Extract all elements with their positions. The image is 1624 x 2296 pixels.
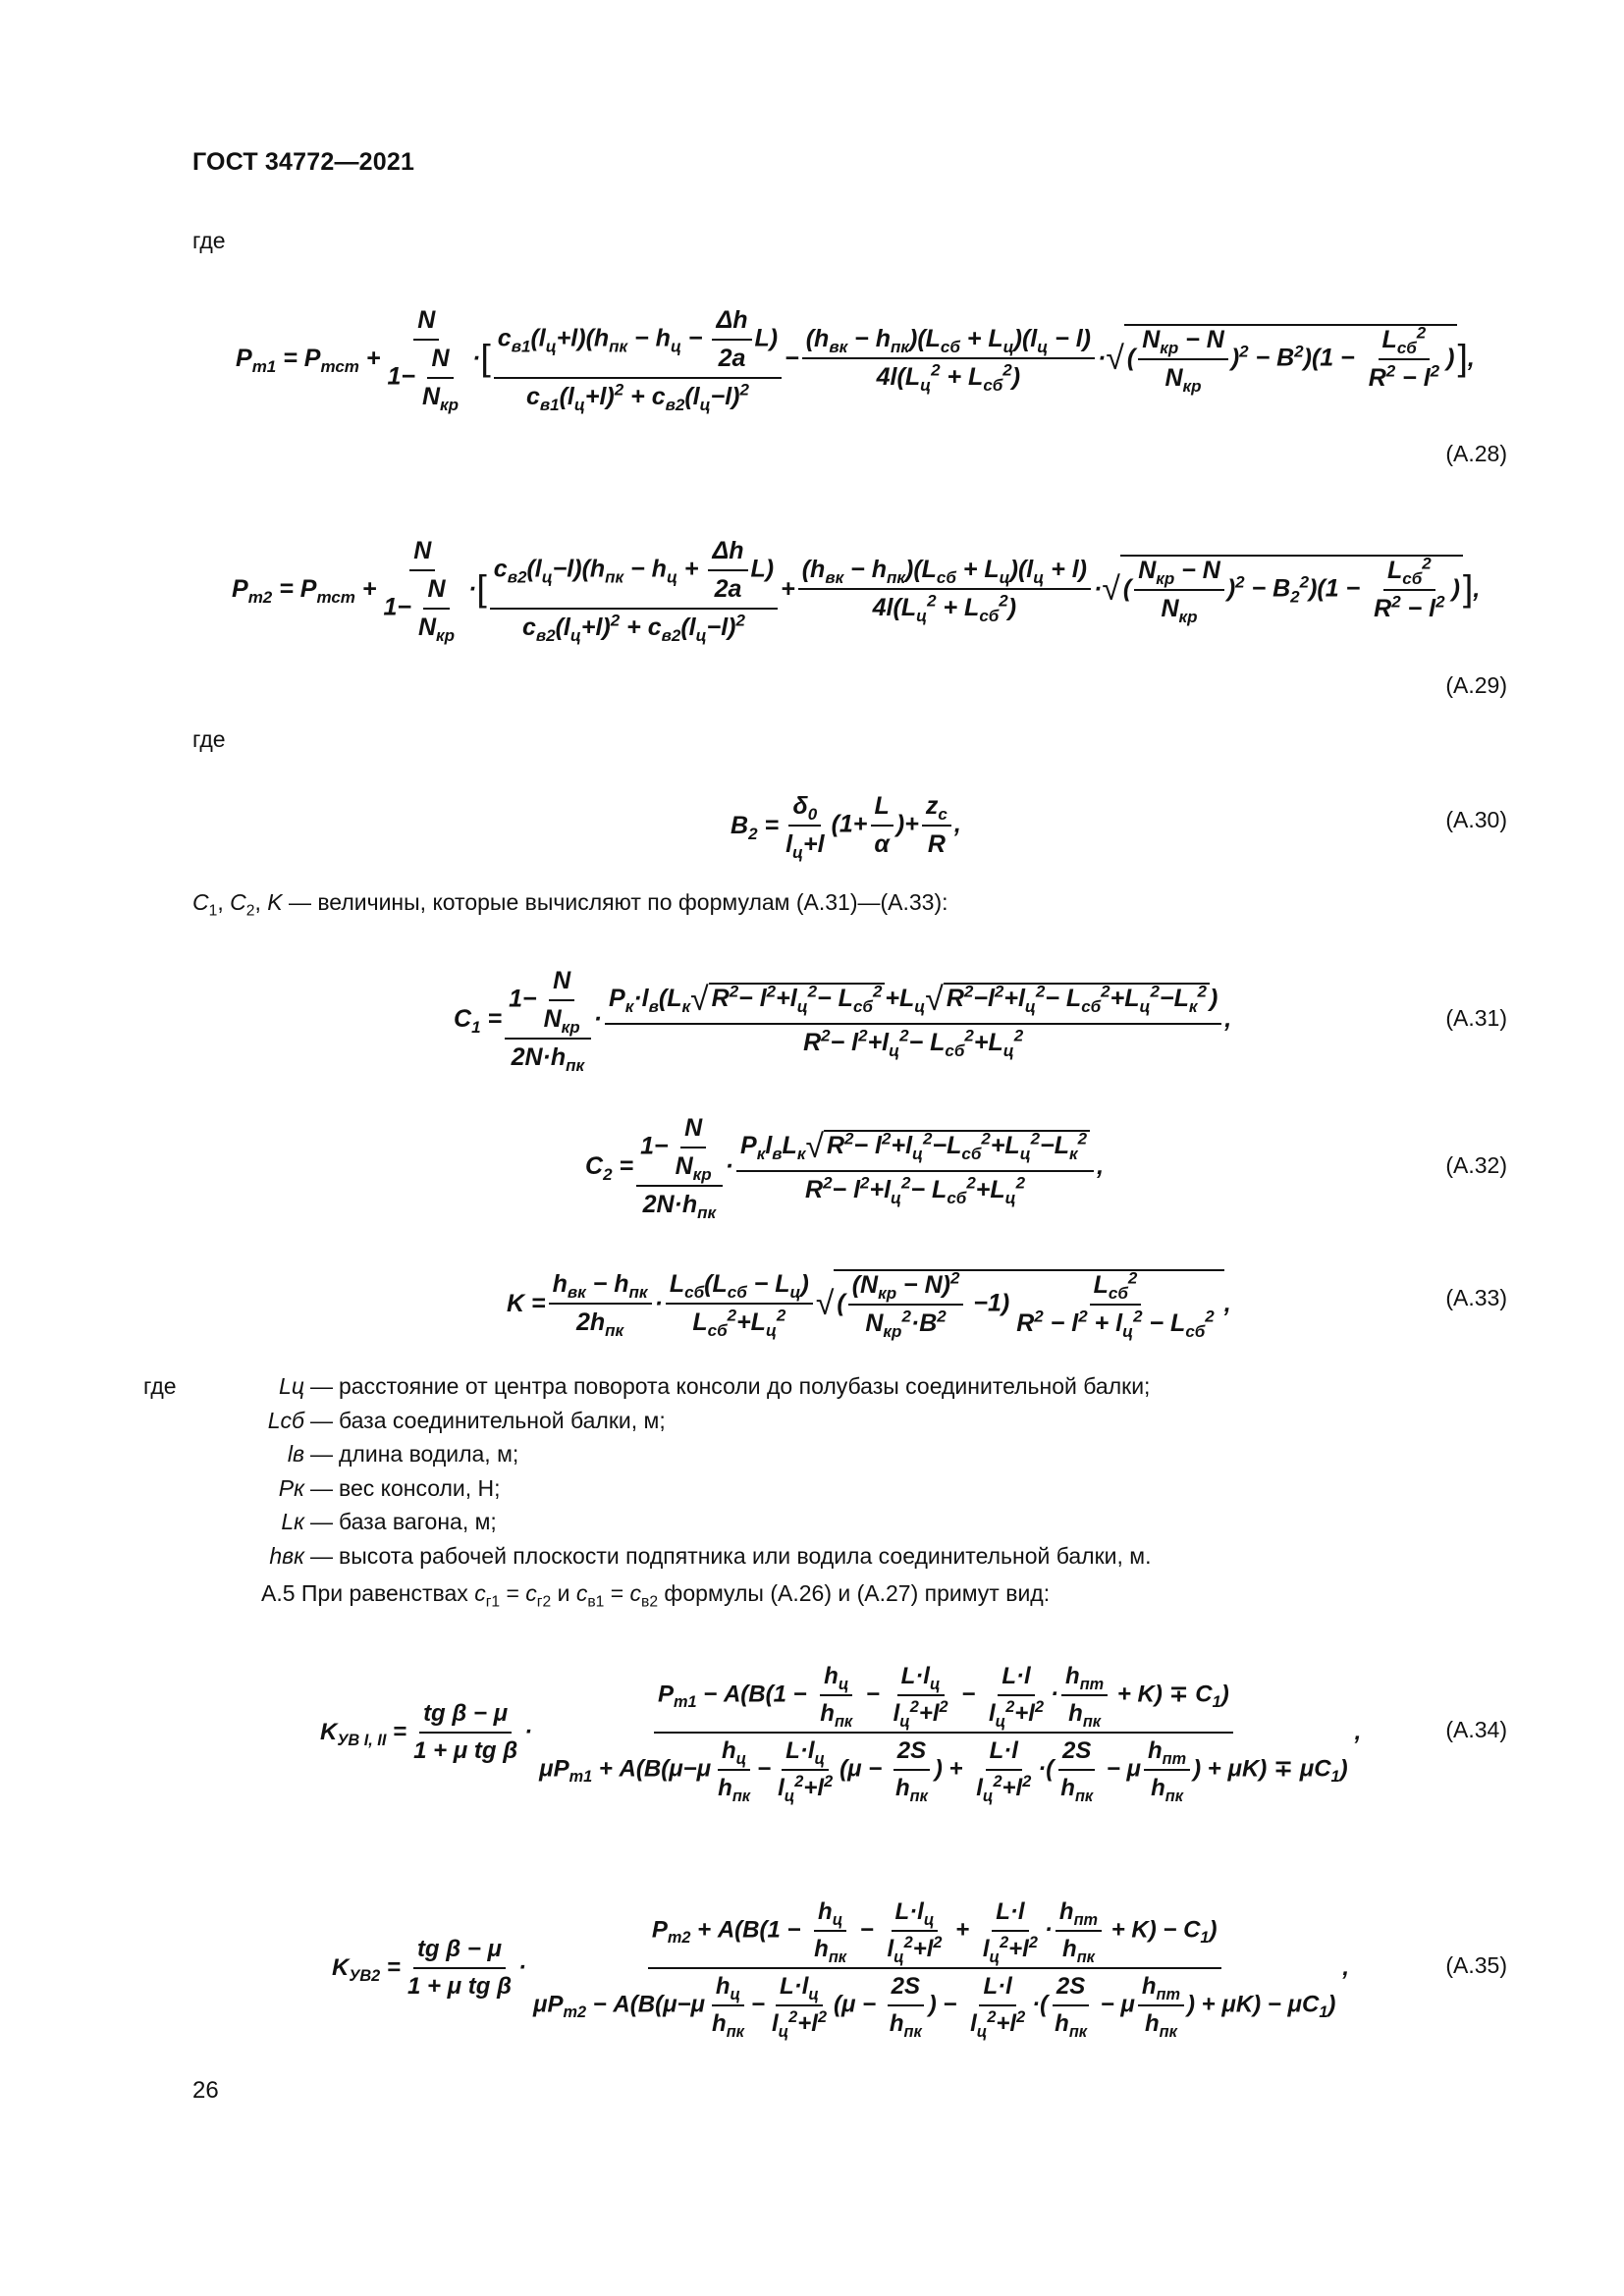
formula-a34: $K_{УВ I, II}$ = $\frac{\text{tg β − μ}}{\text{1 + μ tg β}}$ · $P_{т1} - A(B(1$ − $\frac{h_ц}{h_{пк}}$ − $\frac{L\cdot l_ц}{l_ц^2+l^2}$ − $\frac{L\cdot l}{l_ц^2+l^2}$ · $\frac{h_{пт}}{h_{пк}}$ + $K) \mp C_1$) $\mu P_{т1} + A(B(\mu-\mu$ $\frac{h_ц}{h_{пк}}$ − $\frac{L\cdot l_ц}{l_ц^2+l^2}$ (μ − $\frac{2S}{h_{пк}}$ ) + $\frac{L\cdot l}{l_ц^2+l^2}$ ·( $\frac{2S}{h_{пк}}$ − μ $\frac{h_{пт}}{h_{пк}}$ ) + $\mu K) \mp \mu C_1$) ,: [320, 1663, 1362, 1805]
definition-row: hвк — высота рабочей плоскости подпятника или водила соединительной балки, м.: [202, 1539, 1151, 1574]
equation-number: (A.32): [1445, 1152, 1507, 1178]
equation-number: (A.34): [1445, 1717, 1507, 1742]
definition-text: высота рабочей плоскости подпятника или водила соединительной балки, м.: [339, 1542, 1152, 1569]
definition-row: Lсб — база соединительной балки, м;: [202, 1404, 1151, 1438]
equation-number: (A.29): [1445, 672, 1507, 698]
definition-symbol: Pк: [278, 1474, 304, 1501]
where-label: где: [192, 726, 226, 752]
equation-number: (A.28): [1445, 441, 1507, 466]
definition-symbol: Lсб: [267, 1407, 304, 1433]
definition-symbol: hвк: [269, 1542, 304, 1569]
definition-row: где Lц — расстояние от центра поворота консоли до полубазы соединительной балки;: [202, 1369, 1151, 1404]
formula-a33: K = $\frac{h_{вк} - h_{пк}}{2h_{пк}}$ · $\frac{L_{сб}(L_{сб} - L_ц)}{L_{сб}^2+L_ц^2}$ √ ( $\frac{(N_{кр} - N)^2}{N_{кр}^2\cdot B^2}$ −1) $\frac{L_{сб}^2}{R^2 - l^2 + l_ц^2 - L_{сб}^2}$ ,: [507, 1268, 1231, 1341]
definition-row: lв — длина водила, м;: [202, 1437, 1151, 1471]
formula-a35: $K_{УВ2}$ = $\frac{\text{tg β − μ}}{\text{1 + μ tg β}}$ · $P_{т2} + A(B(1$ − $\frac{h_ц}{h_{пк}}$ − $\frac{L\cdot l_ц}{l_ц^2+l^2}$ + $\frac{L\cdot l}{l_ц^2+l^2}$ · $\frac{h_{пт}}{h_{пк}}$ + $K) - C_1$) $\mu P_{т2} - A(B(\mu-\mu$ $\frac{h_ц}{h_{пк}}$ − $\frac{L\cdot l_ц}{l_ц^2+l^2}$ (μ − $\frac{2S}{h_{пк}}$ ) − $\frac{L\cdot l}{l_ц^2+l^2}$ ·( $\frac{2S}{h_{пк}}$ − μ $\frac{h_{пт}}{h_{пк}}$ ) + $\mu K) - \mu C_1$) ,: [332, 1898, 1350, 2041]
intro-text: $C_1$, $C_2$, K — величины, которые вычисляют по формулам (A.31)—(A.33):: [192, 889, 948, 920]
definition-text: расстояние от центра поворота консоли до полубазы соединительной балки;: [339, 1373, 1151, 1399]
document-header: ГОСТ 34772—2021: [192, 148, 415, 176]
equation-number: (A.30): [1445, 807, 1507, 832]
definition-symbol: lв: [287, 1441, 304, 1467]
page-number: 26: [192, 2077, 219, 2104]
equation-number: (A.31): [1445, 1005, 1507, 1031]
definition-symbol: Lц: [279, 1373, 304, 1399]
definition-text: вес консоли, Н;: [339, 1474, 501, 1501]
definition-row: Pк — вес консоли, Н;: [202, 1471, 1151, 1506]
definition-text: база соединительной балки, м;: [339, 1407, 666, 1433]
equation-number: (A.35): [1445, 1952, 1507, 1978]
formula-a29: $P_{т2} = P_{тст}$ + N 1− $\frac{N}{N_{кр}}$ · [ $c_{в2}(l_ц-l)(h_{пк} - h_ц$ + $\frac{\Delta h}{2a}$ L) $c_{в2}(l_ц+l)^2 + c_{в2}(l_ц-l)^2$ + $\frac{(h_{вк} - h_{пк})(L_{сб} + L_ц)(l_ц + l)}{4l(L_ц^2 + L_{сб}^2)}$ · √ ( $\frac{N_{кр} - N}{N_{кр}}$ )$^2 - B_2^2)(1$ − $\frac{L_{сб}^2}{R^2 - l^2}$ ) ] ,: [232, 536, 1481, 645]
definition-symbol: Lк: [281, 1509, 304, 1534]
formula-a31: $C_1$ = 1− $\frac{N}{N_{кр}}$ $2N\cdot h_{пк}$ · $\frac{P_к\cdot l_в(L_к√ R^2- l^2+l_ц^2- L_{сб}^2 +L_ц√ R^2-l^2+l_ц^2- L_{сб}^2+L_ц^2-L_к^2 )}{R^2- l^2+l_ц^2- L_{сб}^2+L_ц^2}$ ,: [454, 966, 1232, 1075]
formula-a32: $C_2$ = 1− $\frac{N}{N_{кр}}$ $2N\cdot h_{пк}$ · $\frac{P_кl_вL_к√ R^2- l^2+l_ц^2-L_{сб}^2+L_ц^2-L_к^2}{R^2- l^2+l_ц^2- L_{сб}^2+L_ц^2}$ ,: [585, 1113, 1105, 1222]
definitions-list: [143, 1369, 1152, 1573]
definition-text: длина водила, м;: [339, 1441, 519, 1467]
definition-text: база вагона, м;: [339, 1509, 497, 1534]
definition-row: Lк — база вагона, м;: [202, 1505, 1151, 1539]
formula-a28: $P_{т1} = P_{тст}$ + N 1− $\frac{N}{N_{кр}}$ · [ $c_{в1}(l_ц+l)(h_{пк} - h_ц$ − $\frac{\Delta h}{2a}$ L) $c_{в1}(l_ц+l)^2 + c_{в2}(l_ц-l)^2$ − $\frac{(h_{вк} - h_{пк})(L_{сб} + L_ц)(l_ц - l)}{4l(L_ц^2 + L_{сб}^2)}$ · √ ( $\frac{N_{кр} - N}{N_{кр}}$ )$^2 - B^2)(1$ − $\frac{L_{сб}^2}{R^2 - l^2}$ ) ] ,: [236, 305, 1475, 414]
where-label: где: [192, 228, 226, 253]
clause-a5: A.5 При равенствах $c_{г1} = c_{г2}$ и $c_{в1} = c_{в2}$ формулы (A.26) и (A.27) примут вид:: [261, 1580, 1051, 1611]
formula-a30: $B_2$ = $\frac{\delta_0}{l_ц+l}$ (1+ $\frac{L}{\alpha}$ )+ $\frac{z_c}{R}$ ,: [731, 792, 961, 862]
equation-number: (A.33): [1445, 1285, 1507, 1310]
